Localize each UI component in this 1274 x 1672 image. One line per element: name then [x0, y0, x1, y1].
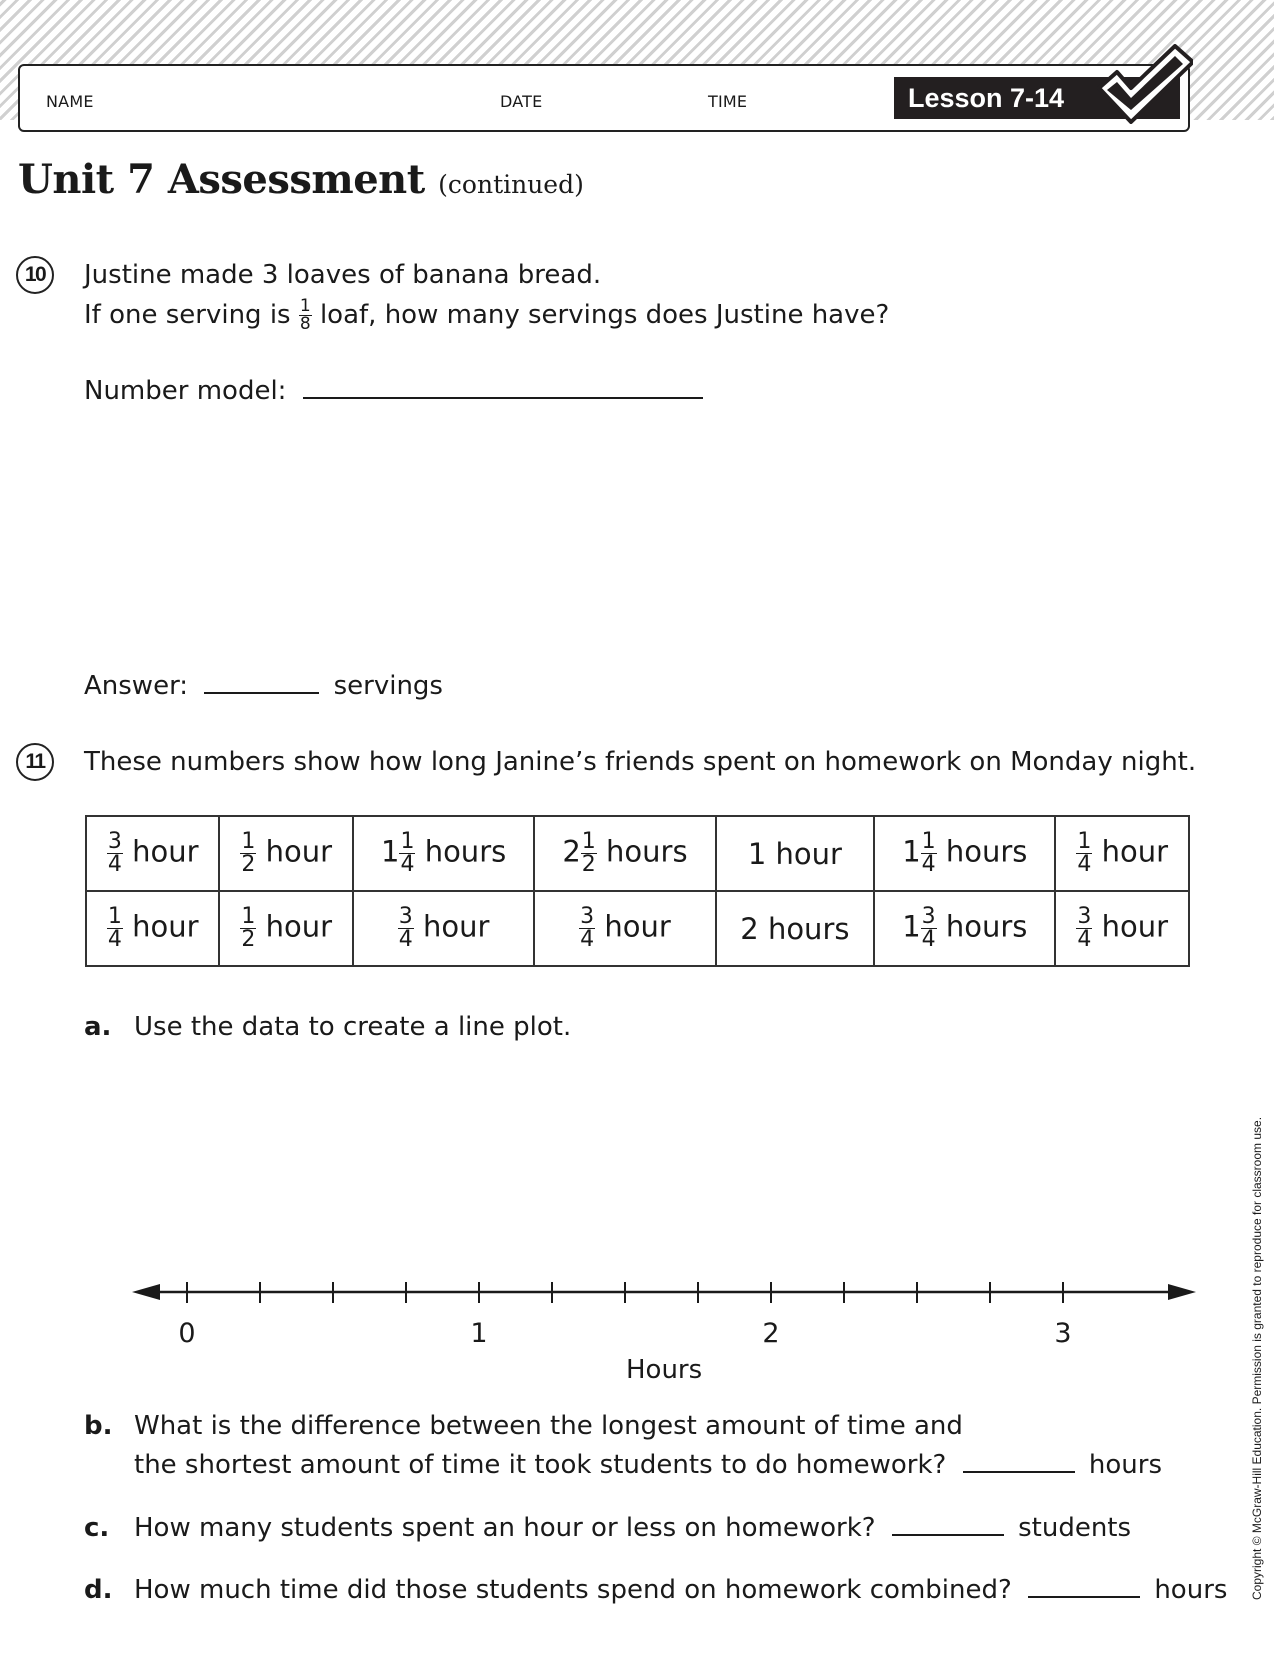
part-b-letter: b.: [84, 1411, 113, 1441]
name-label: NAME: [46, 92, 94, 111]
table-cell: [874, 891, 1055, 966]
table-cell: [219, 891, 352, 966]
whole-number: 2: [740, 911, 759, 946]
q10-line2-post: loaf, how many servings does Justine have?: [319, 300, 890, 330]
whole-number: 1: [381, 834, 400, 869]
q10-line1: Justine made 3 loaves of banana bread.: [84, 260, 602, 290]
left-arrow-icon: [132, 1284, 160, 1300]
unit-label: hour: [604, 909, 671, 944]
cell-fraction: $\frac{1}{4}$: [921, 829, 936, 877]
table-cell: [353, 891, 534, 966]
homework-data-table: [85, 815, 1190, 967]
unit-label: hour: [1101, 834, 1169, 869]
table-cell: [86, 816, 219, 891]
title-main: Unit 7 Assessment: [18, 156, 425, 203]
cell-fraction: $\frac{1}{2}$: [581, 829, 596, 877]
student-info-header: [18, 64, 1190, 132]
axis-title: Hours: [626, 1355, 703, 1385]
part-b-unit: hours: [1088, 1450, 1162, 1480]
unit-label: hours: [606, 834, 688, 869]
unit-label: hour: [423, 909, 490, 944]
table-cell: [1055, 891, 1189, 966]
table-row: [86, 816, 1189, 891]
unit-label: hour: [775, 836, 842, 871]
table-cell: [716, 816, 875, 891]
part-a-text: Use the data to create a line plot.: [134, 1012, 572, 1042]
part-c: [84, 1513, 1131, 1543]
part-a-letter: a.: [84, 1012, 112, 1042]
part-a: [84, 1012, 571, 1042]
part-c-text: How many students spent an hour or less on homework?: [134, 1513, 876, 1543]
cell-fraction: $\frac{1}{2}$: [241, 904, 256, 952]
table-cell: [716, 891, 875, 966]
question-10-number: 10: [16, 256, 54, 294]
table-cell: [219, 816, 352, 891]
q10-fraction: $\frac{1}{8}$: [299, 296, 311, 334]
title-sub: (continued): [438, 170, 584, 199]
page-title: [18, 156, 584, 203]
part-d: [84, 1575, 1227, 1605]
question-11-number: 11: [16, 743, 54, 781]
cell-fraction: $\frac{1}{4}$: [400, 829, 415, 877]
cell-fraction: $\frac{1}{4}$: [1077, 829, 1092, 877]
table-row: [86, 891, 1189, 966]
number-model-blank[interactable]: [303, 397, 703, 399]
table-cell: [874, 816, 1055, 891]
answer-blank[interactable]: [204, 692, 319, 694]
cell-fraction: $\frac{3}{4}$: [921, 904, 936, 952]
answer-label: Answer:: [84, 671, 189, 701]
whole-number: 1: [902, 834, 921, 869]
tick-label: 3: [1054, 1318, 1072, 1349]
q11-intro: These numbers show how long Janine’s friends spent on homework on Monday night.: [84, 747, 1197, 777]
unit-label: hours: [945, 834, 1028, 869]
unit-label: hours: [945, 909, 1028, 944]
lesson-tag: Lesson 7-14: [894, 77, 1180, 119]
answer-row: [84, 671, 443, 701]
unit-label: hours: [424, 834, 507, 869]
unit-label: hour: [265, 909, 333, 944]
date-label: DATE: [500, 92, 543, 111]
part-d-blank[interactable]: [1028, 1596, 1140, 1598]
unit-label: hour: [1101, 909, 1169, 944]
table-cell: [534, 816, 715, 891]
cell-fraction: $\frac{3}{4}$: [107, 829, 122, 877]
part-b-line2: [134, 1450, 1162, 1480]
number-model-label: Number model:: [84, 376, 287, 406]
tick-label: 0: [178, 1318, 196, 1349]
table-cell: [353, 816, 534, 891]
cell-fraction: $\frac{3}{4}$: [1077, 904, 1092, 952]
table-cell: [534, 891, 715, 966]
cell-fraction: $\frac{1}{4}$: [107, 904, 122, 952]
unit-label: hours: [767, 911, 850, 946]
tick-label: 2: [762, 1318, 780, 1349]
unit-label: hour: [132, 909, 199, 944]
whole-number: 1: [902, 909, 921, 944]
cell-fraction: $\frac{1}{2}$: [241, 829, 256, 877]
part-d-text: How much time did those students spend on homework combined?: [134, 1575, 1012, 1605]
part-b-text1: What is the difference between the longest amount of time and: [134, 1411, 963, 1441]
checkmark-icon: [1093, 44, 1193, 124]
part-d-unit: hours: [1154, 1575, 1228, 1605]
part-b-text2: the shortest amount of time it took students to do homework?: [134, 1450, 947, 1480]
q10-line2: [84, 298, 889, 333]
right-arrow-icon: [1168, 1284, 1196, 1300]
unit-label: hour: [132, 834, 199, 869]
part-b-blank[interactable]: [963, 1471, 1075, 1473]
table-cell: [1055, 816, 1189, 891]
whole-number: 2: [562, 834, 581, 869]
copyright-notice: Copyright © McGraw-Hill Education. Permission is granted to reproduce for classroom use.: [1250, 1116, 1264, 1600]
table-cell: [86, 891, 219, 966]
part-d-letter: d.: [84, 1575, 113, 1605]
number-model-row: [84, 376, 709, 406]
time-label: TIME: [708, 92, 748, 111]
part-b-line1: [84, 1411, 963, 1441]
cell-fraction: $\frac{3}{4}$: [398, 904, 413, 952]
cell-fraction: $\frac{3}{4}$: [580, 904, 595, 952]
unit-label: hour: [265, 834, 333, 869]
part-c-letter: c.: [84, 1513, 110, 1543]
tick-label: 1: [470, 1318, 488, 1349]
part-c-blank[interactable]: [892, 1534, 1004, 1536]
whole-number: 1: [747, 836, 767, 871]
q10-line2-pre: If one serving is: [84, 300, 291, 330]
answer-unit: servings: [333, 671, 443, 701]
part-c-unit: students: [1018, 1513, 1132, 1543]
